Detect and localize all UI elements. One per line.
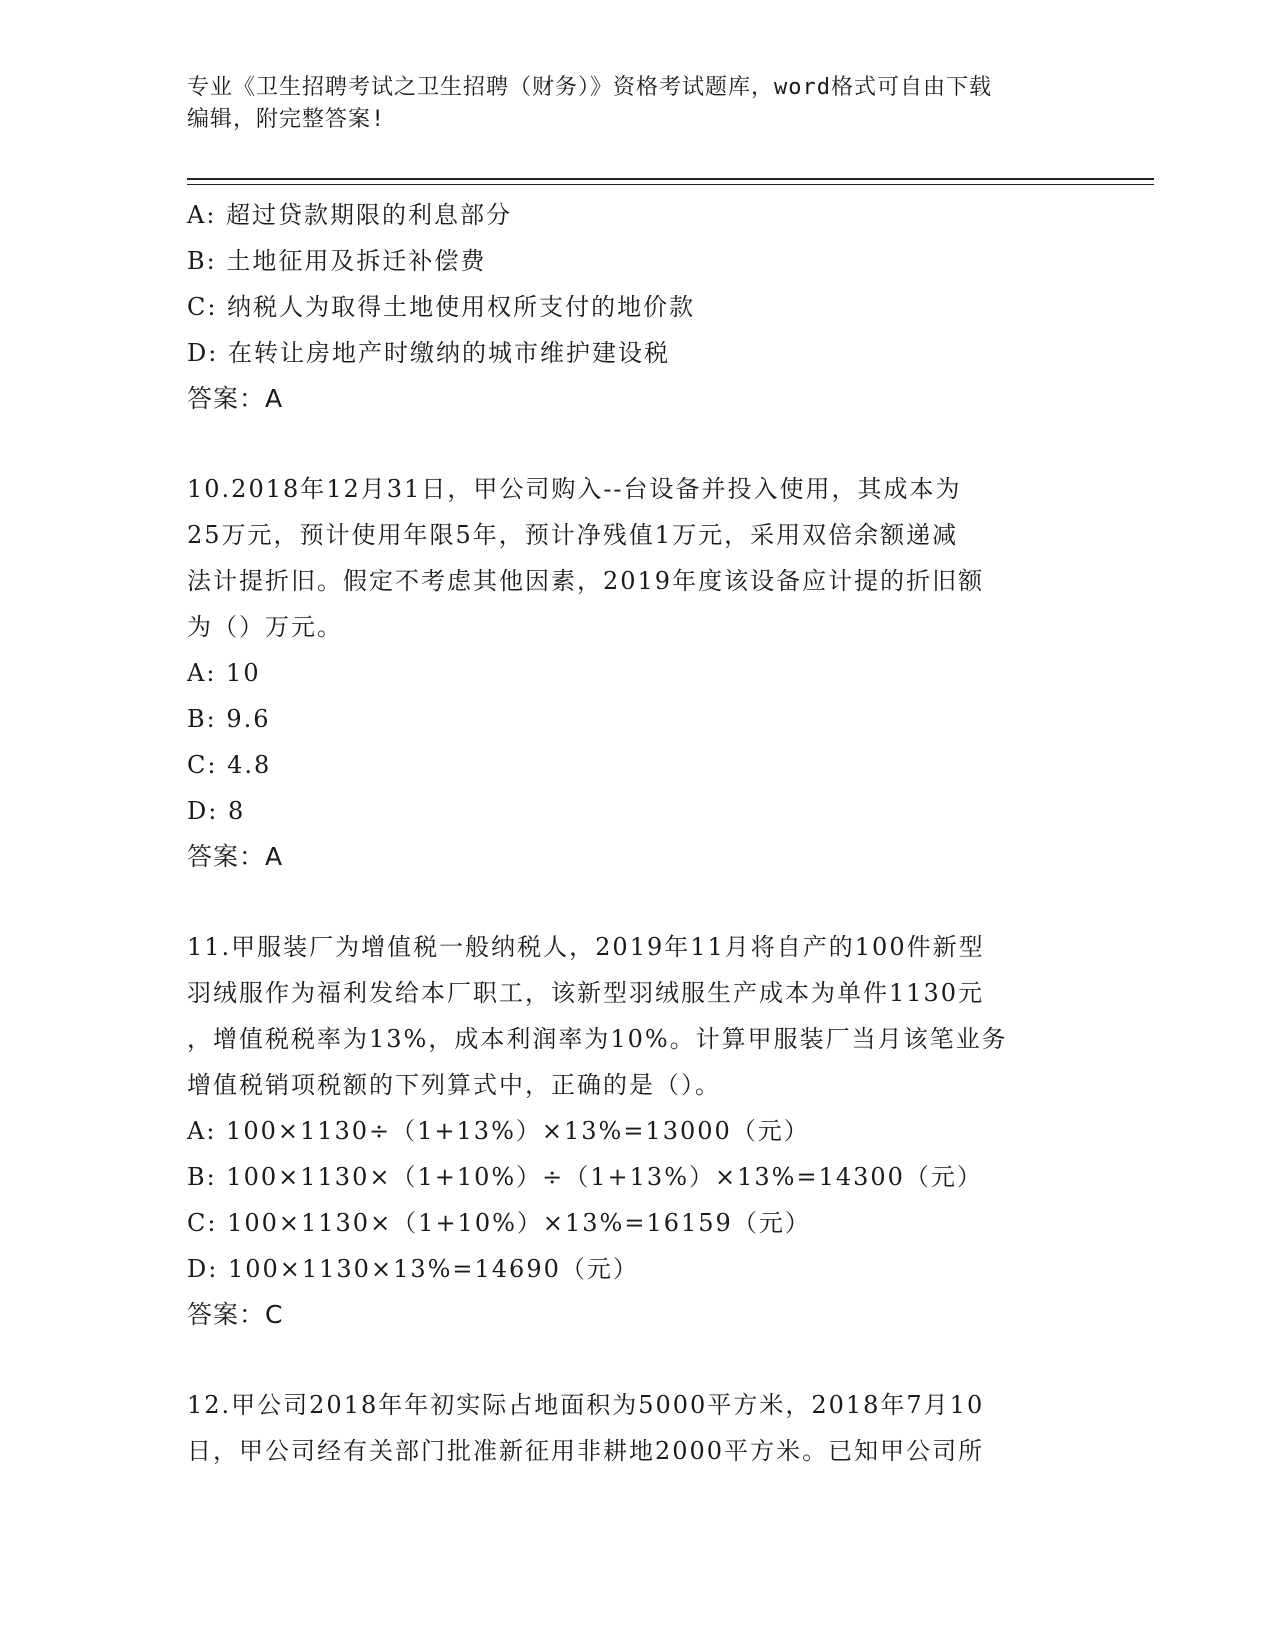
question-text-line: 11.甲服装厂为增值税一般纳税人，2019年11月将自产的100件新型: [187, 933, 985, 961]
header-line-2: 编辑，附完整答案!: [187, 107, 386, 132]
question-text-line: 日，甲公司经有关部门批准新征用非耕地2000平方米。已知甲公司所: [187, 1437, 985, 1465]
question-10: [187, 466, 1087, 880]
question-text-line: 12.甲公司2018年年初实际占地面积为5000平方米，2018年7月10: [187, 1391, 985, 1419]
option-c: C: 100×1130×（1+10%）×13%=16159（元）: [187, 1209, 811, 1237]
header-divider-thick: [187, 178, 1154, 180]
option-d: D: 8: [187, 797, 246, 825]
option-a: A: 超过贷款期限的利息部分: [187, 201, 513, 229]
document-header: [187, 72, 1087, 136]
option-b: B: 100×1130×（1+10%）÷（1+13%）×13%=14300（元）: [187, 1163, 983, 1191]
option-b: B: 9.6: [187, 705, 271, 733]
header-line-1: 专业《卫生招聘考试之卫生招聘（财务）》资格考试题库，word格式可自由下载: [187, 75, 992, 100]
option-d: D: 在转让房地产时缴纳的城市维护建设税: [187, 339, 670, 367]
question-text-line: 10.2018年12月31日，甲公司购入--台设备并投入使用，其成本为: [187, 475, 962, 503]
option-a: A: 100×1130÷（1+13%）×13%=13000（元）: [187, 1117, 810, 1145]
option-c: C: 4.8: [187, 751, 272, 779]
option-d: D: 100×1130×13%=14690（元）: [187, 1255, 639, 1283]
header-divider-thin: [187, 184, 1154, 185]
option-c: C: 纳税人为取得土地使用权所支付的地价款: [187, 293, 696, 321]
option-a: A: 10: [187, 659, 261, 687]
question-9: [187, 192, 1087, 422]
question-text-line: ，增值税税率为13%，成本利润率为10%。计算甲服装厂当月该笔业务: [187, 1025, 1008, 1053]
option-b: B: 土地征用及拆迁补偿费: [187, 247, 487, 275]
question-text-line: 为（）万元。: [187, 613, 343, 641]
spacer: [187, 880, 1087, 924]
answer: 答案：A: [187, 384, 284, 413]
spacer: [187, 1338, 1087, 1382]
question-content: [187, 192, 1087, 1474]
question-text-line: 增值税销项税额的下列算式中，正确的是（）。: [187, 1071, 721, 1099]
answer: 答案：C: [187, 1300, 284, 1329]
question-text-line: 羽绒服作为福利发给本厂职工，该新型羽绒服生产成本为单件1130元: [187, 979, 985, 1007]
question-12: [187, 1382, 1087, 1474]
question-text-line: 25万元，预计使用年限5年，预计净残值1万元，采用双倍余额递减: [187, 521, 959, 549]
question-11: [187, 924, 1087, 1338]
spacer: [187, 422, 1087, 466]
question-text-line: 法计提折旧。假定不考虑其他因素，2019年度该设备应计提的折旧额: [187, 567, 985, 595]
answer: 答案：A: [187, 842, 284, 871]
